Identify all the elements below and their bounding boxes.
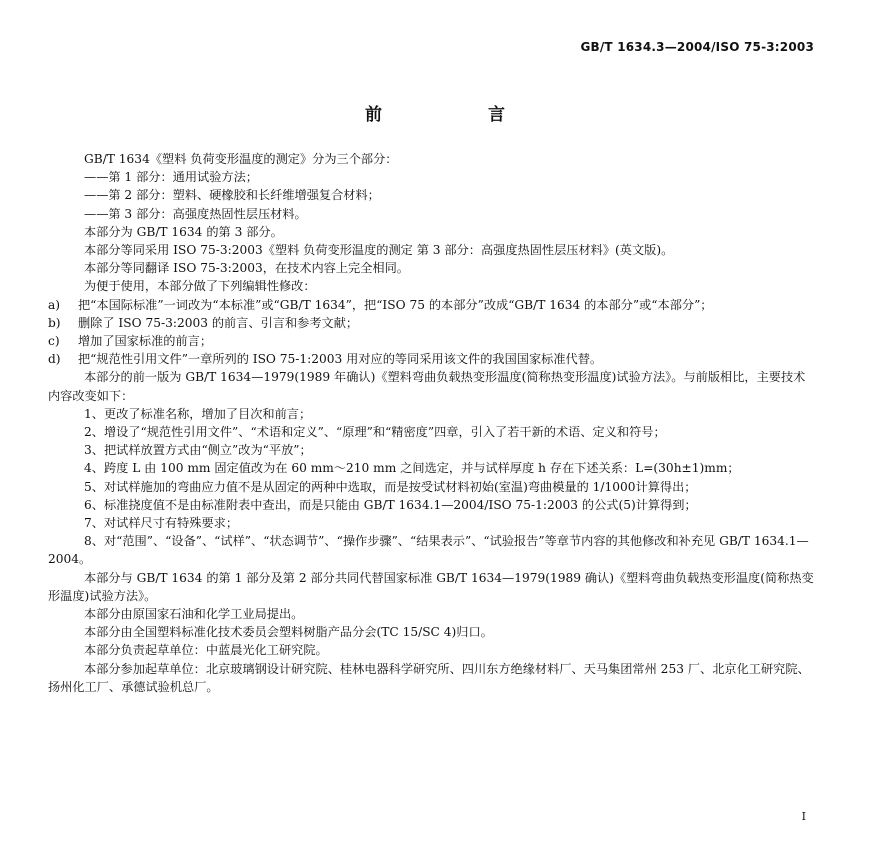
- list-item: [48, 296, 816, 314]
- numbered-item: 2、增设了“规范性引用文件”、“术语和定义”、“原理”和“精密度”四章，引入了若干新的术语、定义和符号；: [84, 425, 666, 440]
- numbered-item: 4、跨度 L 由 100 mm 固定值改为在 60 mm～210 mm 之间选定，并与试样厚度 h 存在下述关系：L=(30h±1)mm；: [84, 461, 740, 476]
- item-label: a): [48, 297, 61, 312]
- page-title: 前 言: [365, 105, 555, 125]
- page-number: I: [801, 810, 806, 823]
- numbered-item: 7、对试样尺寸有特殊要求；: [84, 516, 239, 531]
- paragraph: 本部分由全国塑料标准化技术委员会塑料树脂产品分会(TC 15/SC 4)归口。: [84, 625, 493, 640]
- item-label: b): [48, 315, 61, 330]
- paragraph: 本部分等同翻译 ISO 75-3:2003，在技术内容上完全相同。: [84, 261, 409, 276]
- item-label: c): [48, 334, 60, 349]
- paragraph: 本部分的前一版为 GB/T 1634—1979(1989 年确认)《塑料弯曲负载热变形温度(简称热变形温度)试验方法》。与前版相比，主要技术内容改变如下：: [48, 370, 806, 403]
- numbered-item: 5、对试样施加的弯曲应力值不是从固定的两种中选取，而是按受试材料初始(室温)弯曲模量的 1/1000计算得出；: [84, 479, 697, 494]
- paragraph: 本部分参加起草单位：北京玻璃钢设计研究院、桂林电器科学研究所、四川东方绝缘材料厂、天马集团常州 253 厂、北京化工研究院、扬州化工厂、承德试验机总厂。: [48, 661, 810, 694]
- list-item: ——第 2 部分：塑料、硬橡胶和长纤维增强复合材料；: [84, 188, 380, 203]
- item-text: 把“规范性引用文件”一章所列的 ISO 75-1:2003 用对应的等同采用该文件的我国国家标准代替。: [78, 352, 603, 367]
- numbered-item: 8、对“范围”、“设备”、“试样”、“状态调节”、“操作步骤”、“结果表示”、“试验报告”等章节内容的其他修改和补充见 GB/T 1634.1—2004。: [48, 534, 809, 567]
- item-text: 增加了国家标准的前言；: [78, 334, 213, 349]
- list-item: ——第 1 部分：通用试验方法；: [84, 170, 258, 185]
- numbered-item: 6、标准挠度值不是由标准附表中查出，而是只能由 GB/T 1634.1—2004/ISO 75-1:2003 的公式(5)计算得到；: [84, 497, 697, 512]
- paragraph: GB/T 1634《塑料 负荷变形温度的测定》分为三个部分：: [84, 152, 398, 166]
- item-text: 把“本国际标准”一词改为“本标准”或“GB/T 1634”，把“ISO 75 的本部分”改成“GB/T 1634 的本部分”或“本部分”；: [78, 297, 713, 312]
- standard-code: GB/T 1634.3—2004/ISO 75-3:2003: [580, 40, 814, 54]
- foreword-body: [48, 150, 816, 696]
- paragraph: 本部分与 GB/T 1634 的第 1 部分及第 2 部分共同代替国家标准 GB/T 1634—1979(1989 确认)《塑料弯曲负载热变形温度(简称热变形温度)试验方法》。: [48, 570, 814, 603]
- paragraph: 本部分为 GB/T 1634 的第 3 部分。: [84, 224, 283, 239]
- paragraph: 本部分由原国家石油和化学工业局提出。: [84, 607, 304, 622]
- paragraph: 本部分负责起草单位：中蓝晨光化工研究院。: [84, 643, 328, 658]
- list-item: [48, 314, 816, 332]
- list-item: ——第 3 部分：高强度热固性层压材料。: [84, 206, 307, 221]
- item-text: 删除了 ISO 75-3:2003 的前言、引言和参考文献；: [78, 315, 359, 330]
- numbered-item: 1、更改了标准名称，增加了目次和前言；: [84, 406, 312, 421]
- numbered-item: 3、把试样放置方式由“侧立”改为“平放”；: [84, 443, 312, 458]
- paragraph: 为便于使用，本部分做了下列编辑性修改：: [84, 279, 316, 294]
- list-item: [48, 350, 816, 368]
- paragraph: 本部分等同采用 ISO 75-3:2003《塑料 负荷变形温度的测定 第 3 部分：高强度热固性层压材料》(英文版)。: [84, 243, 674, 258]
- list-item: [48, 332, 816, 350]
- item-label: d): [48, 352, 61, 367]
